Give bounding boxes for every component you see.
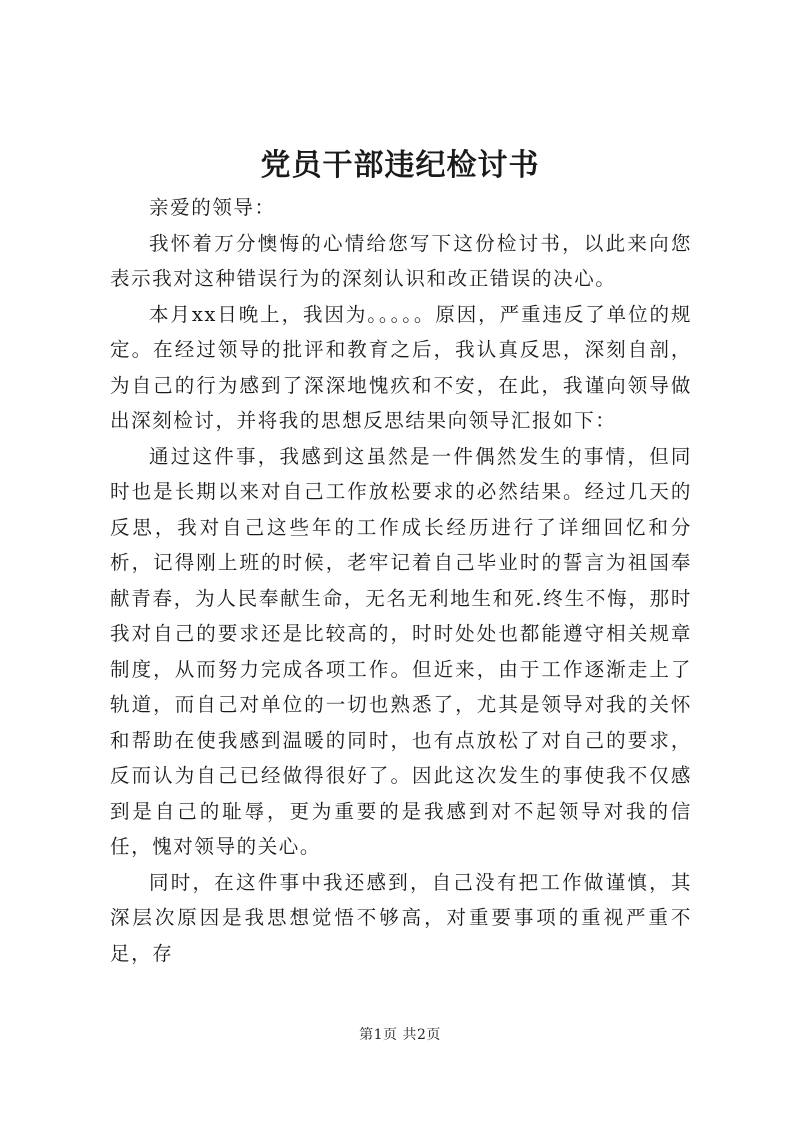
page-number-footer: 第1页 共2页 [359, 1027, 441, 1043]
paragraph-reflection: 通过这件事，我感到这虽然是一件偶然发生的事情，但同时也是长期以来对自己工作放松要求的必然结果。经过几天的反思，我对自己这些年的工作成长经历进行了详细回忆和分析，记得刚上班的时候，老牢记着自己毕业时的誓言为祖国奉献青春，为人民奉献生命，无名无利地生和死.终生不悔，那时我对自己的要求还是比较高的，时时处处也都能遵守相关规章制度，从而努力完成各项工作。但近来，由于工作逐渐走上了轨道，而自己对单位的一切也熟悉了，尤其是领导对我的关怀和帮助在使我感到温暖的同时，也有点放松了对自己的要求，反而认为自己已经做得很好了。因此这次发生的事使我不仅感到是自己的耻辱，更为重要的是我感到对不起领导对我的信任，愧对领导的关心。 [110, 444, 692, 858]
paragraph-incident: 本月xx日晚上，我因为。。。。。原因，严重违反了单位的规定。在经过领导的批评和教育之后，我认真反思，深刻自剖，为自己的行为感到了深深地愧疚和不安，在此，我谨向领导做出深刻检讨，并将我的思想反思结果向领导汇报如下： [110, 302, 692, 432]
document-body [110, 190, 692, 971]
document-title: 党员干部违纪检讨书 [260, 148, 540, 183]
paragraph-intro: 我怀着万分懊悔的心情给您写下这份检讨书，以此来向您表示我对这种错误行为的深刻认识和改正错误的决心。 [110, 231, 692, 290]
paragraph-deeper-cause: 同时，在这件事中我还感到，自己没有把工作做谨慎，其深层次原因是我思想觉悟不够高，对重要事项的重视严重不足，存 [110, 870, 692, 965]
salutation: 亲爱的领导： [149, 196, 276, 219]
